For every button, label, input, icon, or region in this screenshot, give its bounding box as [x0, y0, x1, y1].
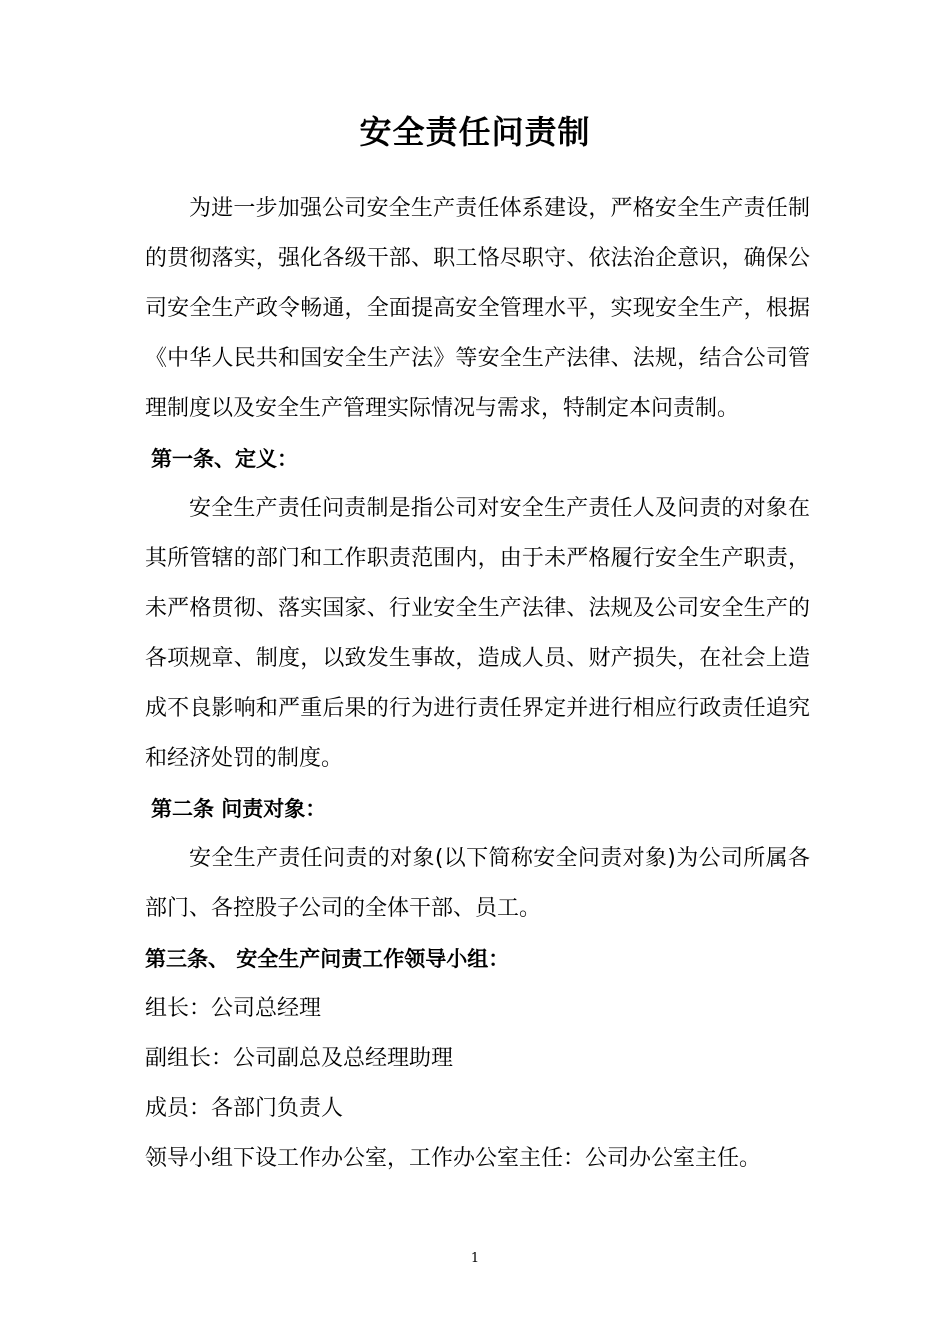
article-3-heading: 第三条、 安全生产问责工作领导小组：	[145, 947, 510, 971]
article-3-deputy: 副组长：公司副总及总经理助理	[145, 1046, 454, 1071]
article-1-body: 安全生产责任问责制是指公司对安全生产责任人及问责的对象在其所管辖的部门和工作职责范围内，由于未严格履行安全生产职责，未严格贯彻、落实国家、行业安全生产法律、法规及公司安全生产的各项规章、制度，以致发生事故，造成人员、财产损失，在社会上造成不良影响和严重后果的行为进行责任界定并进行相应行政责任追究和经济处罚的制度。	[145, 496, 810, 771]
document-body	[145, 184, 810, 1184]
article-3-members: 成员：各部门负责人	[145, 1096, 344, 1121]
article-3-leader: 组长：公司总经理	[145, 996, 322, 1021]
article-2-body: 安全生产责任问责的对象(以下简称安全问责对象)为公司所属各部门、各控股子公司的全体干部、员工。	[145, 846, 810, 921]
document-title: 安全责任问责制	[359, 113, 591, 151]
article-3-office: 领导小组下设工作办公室，工作办公室主任：公司办公室主任。	[145, 1146, 762, 1171]
page-number: 1	[470, 1251, 480, 1266]
intro-paragraph: 为进一步加强公司安全生产责任体系建设，严格安全生产责任制的贯彻落实，强化各级干部、职工恪尽职守、依法治企意识，确保公司安全生产政令畅通，全面提高安全管理水平，实现安全生产，根据《中华人民共和国安全生产法》等安全生产法律、法规，结合公司管理制度以及安全生产管理实际情况与需求，特制定本问责制。	[145, 196, 810, 421]
article-1-heading: 第一条、定义：	[151, 447, 298, 471]
article-2-heading: 第二条 问责对象：	[151, 797, 327, 821]
